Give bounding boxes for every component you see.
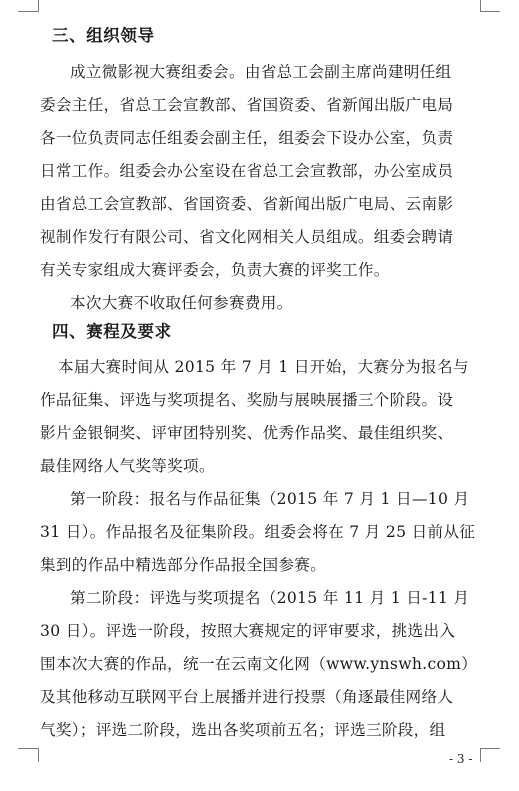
paragraph-line: 本届大赛时间从 2015 年 7 月 1 日开始，大赛分为报名与 [58,358,469,376]
paragraph-line: 由省总工会宣教部、省国资委、省新闻出版广电局、云南影 [40,195,454,213]
crop-mark-top-left-v [38,0,39,12]
fee-statement: 本次大赛不收取任何参赛费用。 [70,294,293,312]
paragraph-line: 各一位负责同志任组委会副主任，组委会下设办公室，负责 [40,129,454,147]
section-heading-schedule: 四、赛程及要求 [52,322,172,341]
paragraph-line: 影片金银铜奖、评审团特别奖、优秀作品奖、最佳组织奖、 [40,424,454,442]
paragraph-line: 31 日）。作品报名及征集阶段。组委会将在 7 月 25 日前从征 [40,523,476,541]
paragraph-line: 30 日）。评选一阶段，按照大赛规定的评审要求，挑选出入 [40,622,456,640]
section-heading-organization: 三、组织领导 [52,26,155,45]
paragraph-line: 第一阶段：报名与作品征集（2015 年 7 月 1 日—10 月 [70,490,470,508]
crop-mark-top-right-h [480,11,500,12]
crop-mark-top-right-v [480,0,481,12]
paragraph-line: 集到的作品中精选部分作品报全国参赛。 [40,556,327,574]
page-number: - 3 - [449,752,473,766]
paragraph-line: 有关专家组成大赛评委会，负责大赛的评奖工作。 [40,261,390,279]
crop-mark-bottom-right-v [480,748,481,762]
crop-mark-bottom-left-v [38,748,39,762]
paragraph-line: 成立微影视大赛组委会。由省总工会副主席尚建明任组 [70,63,452,81]
paragraph-line: 气奖）；评选二阶段，选出各奖项前五名；评选三阶段，组 [40,721,446,739]
paragraph-line: 委会主任，省总工会宣教部、省国资委、省新闻出版广电局 [40,96,454,114]
paragraph-line: 日常工作。组委会办公室设在省总工会宣教部，办公室成员 [40,162,454,180]
crop-mark-top-left-h [18,11,38,12]
crop-mark-bottom-right-h [480,748,500,749]
paragraph-line: 第二阶段：评选与奖项提名（2015 年 11 月 1 日-11 月 [70,589,470,607]
paragraph-line: 作品征集、评选与奖项提名、奖励与展映展播三个阶段。设 [40,391,454,409]
paragraph-line: 视制作发行有限公司、省文化网相关人员组成。组委会聘请 [40,228,454,246]
paragraph-line: 及其他移动互联网平台上展播并进行投票（角逐最佳网络人 [40,688,454,706]
paragraph-line: 最佳网络人气奖等奖项。 [40,457,215,475]
paragraph-line: 围本次大赛的作品，统一在云南文化网（www.ynswh.com） [40,655,478,673]
crop-mark-bottom-left-h [18,748,38,749]
